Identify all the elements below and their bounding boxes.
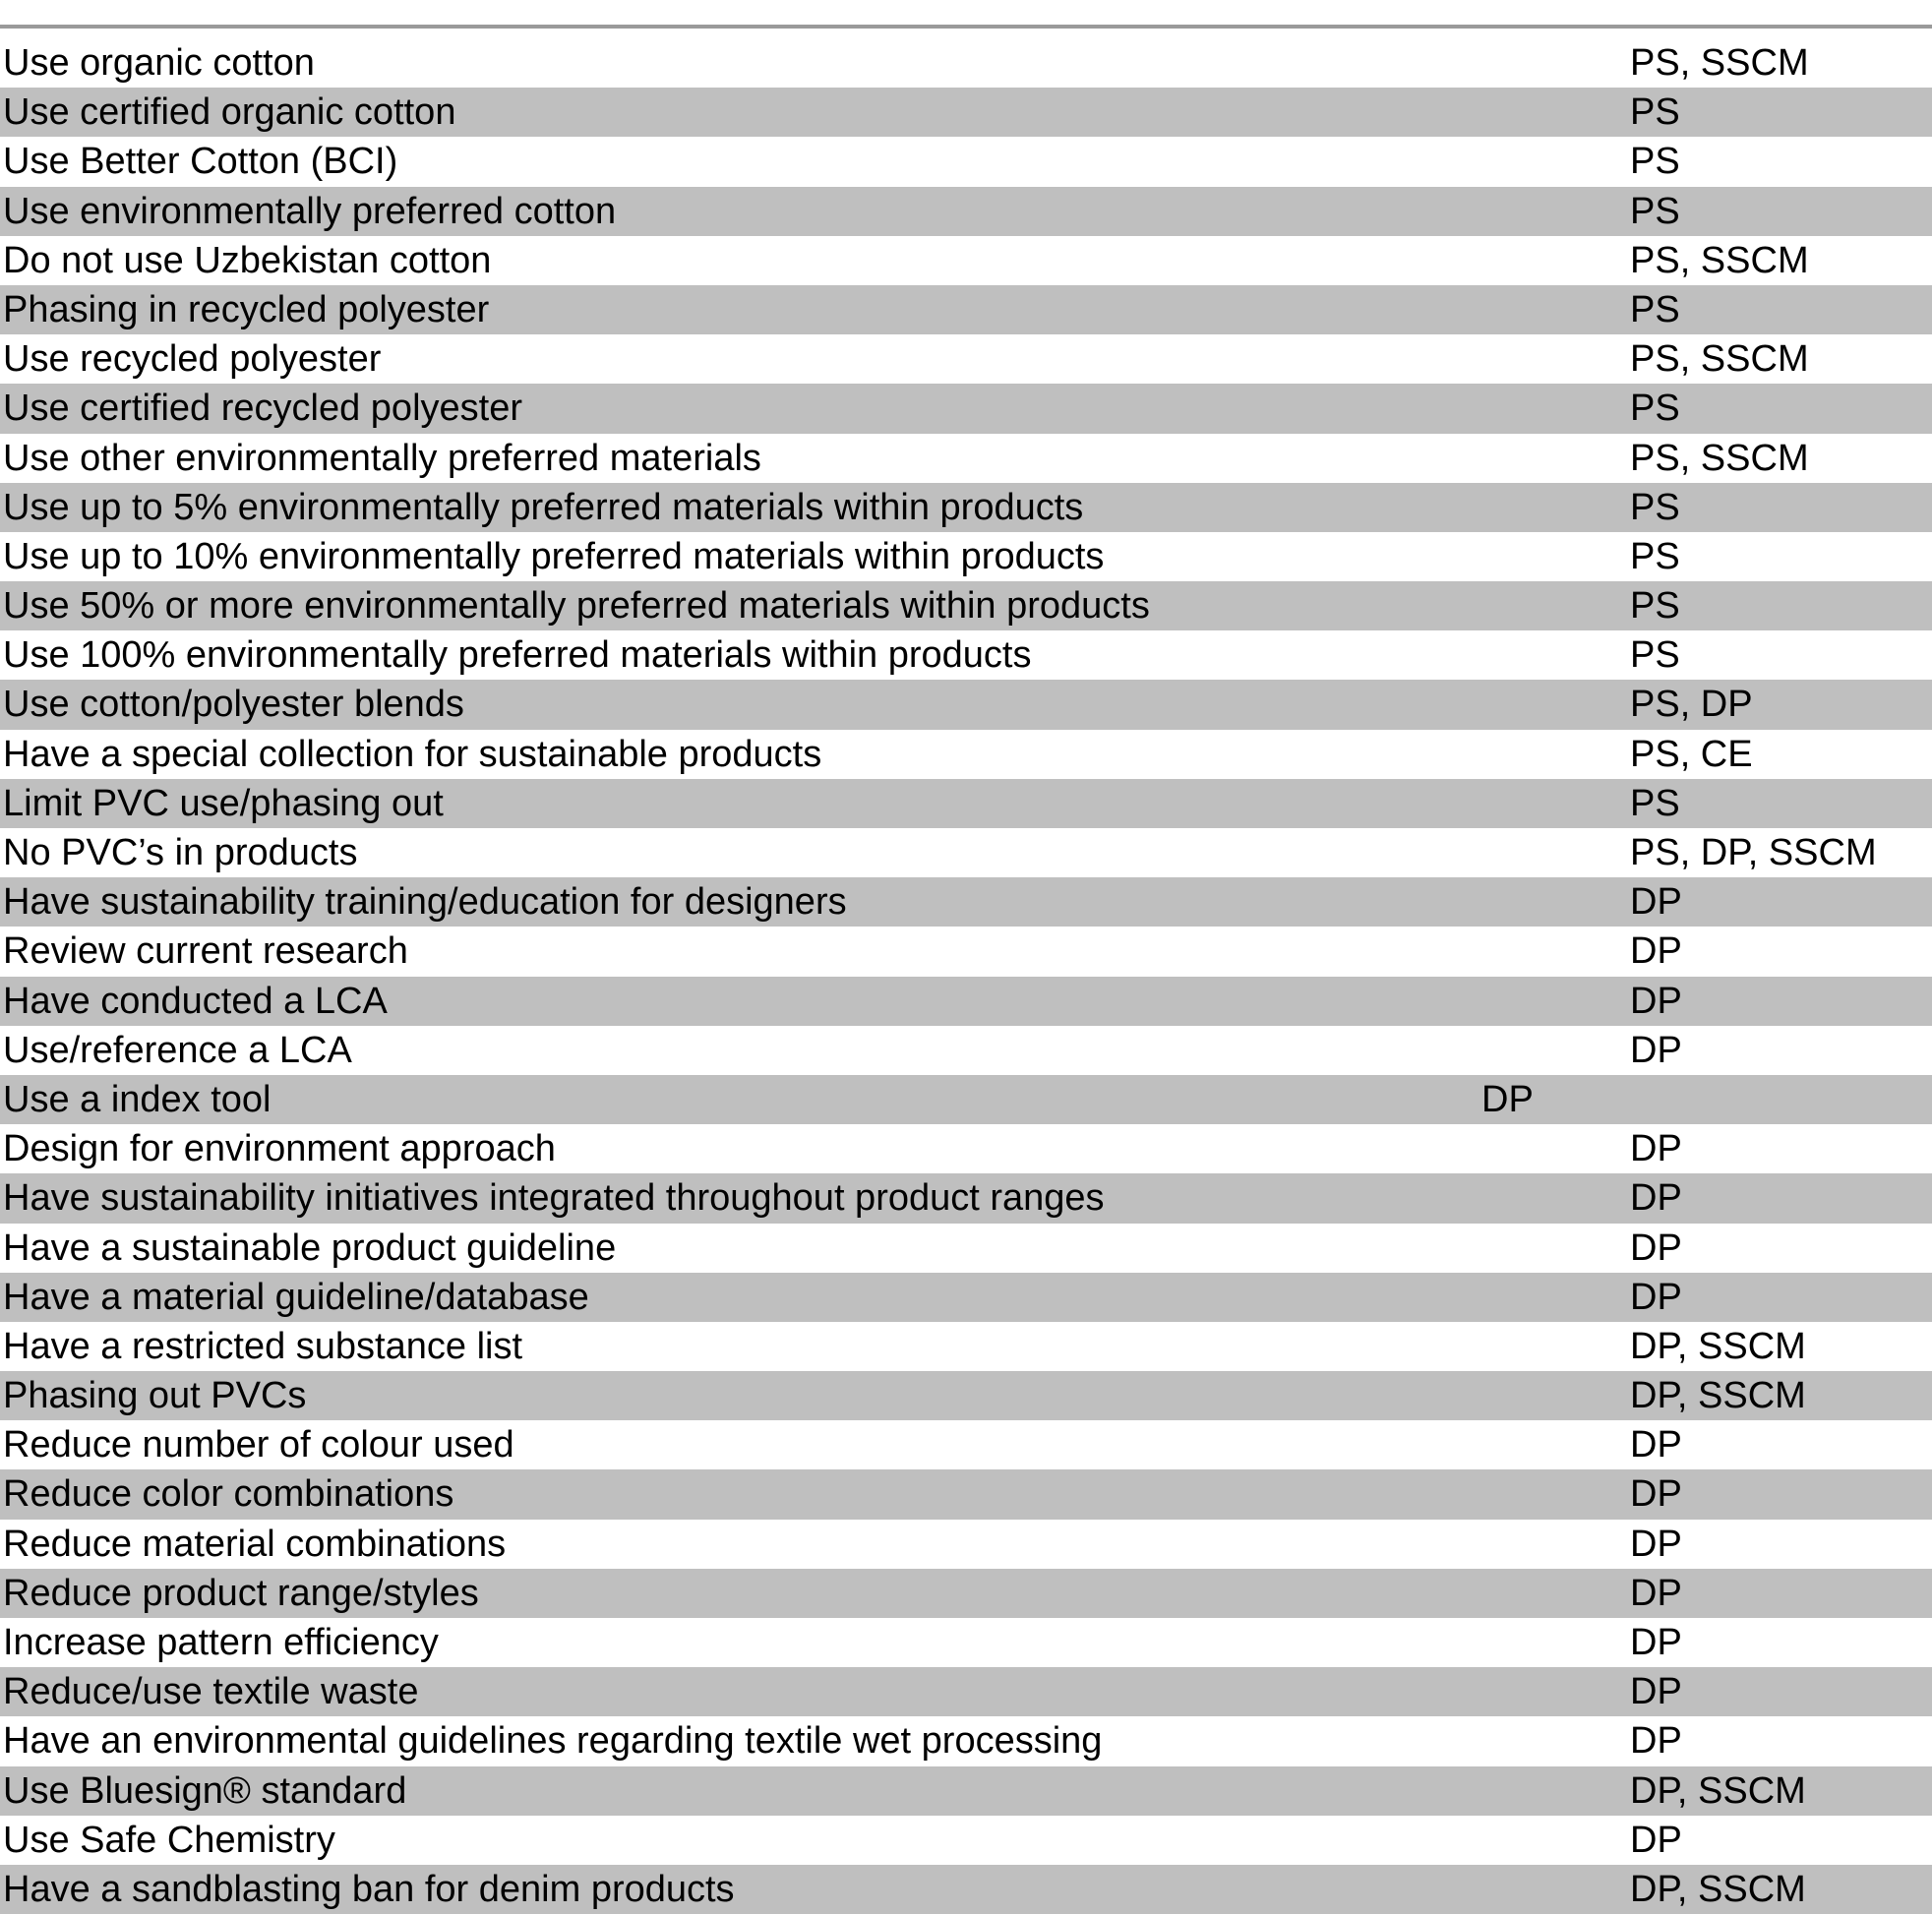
practice-cell: Limit PVC use/phasing out bbox=[3, 782, 444, 824]
category-code-cell: PS, CE bbox=[1630, 733, 1753, 775]
table-row bbox=[0, 1173, 1932, 1223]
category-code-cell: PS bbox=[1630, 190, 1680, 232]
category-code-cell: PS bbox=[1630, 91, 1680, 134]
table-row bbox=[0, 384, 1932, 433]
category-code-cell: PS bbox=[1630, 585, 1680, 628]
table-row bbox=[0, 1520, 1932, 1569]
table-row bbox=[0, 1273, 1932, 1322]
category-code-cell: DP bbox=[1630, 1572, 1682, 1614]
table-row bbox=[0, 1569, 1932, 1618]
practice-cell: Use certified recycled polyester bbox=[3, 388, 522, 430]
table-row bbox=[0, 1667, 1932, 1716]
practice-cell: Reduce product range/styles bbox=[3, 1572, 479, 1614]
practice-cell: Reduce color combinations bbox=[3, 1473, 454, 1516]
practice-cell: Use/reference a LCA bbox=[3, 1029, 352, 1071]
table-row bbox=[0, 1865, 1932, 1914]
table-row bbox=[0, 927, 1932, 976]
table-row bbox=[0, 88, 1932, 137]
table-row bbox=[0, 137, 1932, 186]
table-row bbox=[0, 1026, 1932, 1075]
category-code-cell: DP bbox=[1630, 930, 1682, 973]
table-row bbox=[0, 236, 1932, 285]
practice-cell: Use certified organic cotton bbox=[3, 91, 456, 134]
category-code-cell: DP bbox=[1630, 1276, 1682, 1318]
table-row bbox=[0, 532, 1932, 581]
table-row bbox=[0, 334, 1932, 384]
category-code-cell: PS bbox=[1630, 782, 1680, 824]
practice-cell: Use other environmentally preferred materials bbox=[3, 437, 761, 479]
category-code-cell: PS bbox=[1630, 634, 1680, 677]
category-code-cell: DP bbox=[1630, 1523, 1682, 1565]
category-code-cell: DP bbox=[1630, 1424, 1682, 1466]
practice-cell: Review current research bbox=[3, 930, 408, 973]
category-code-cell: PS bbox=[1630, 486, 1680, 528]
category-code-cell: PS, SSCM bbox=[1630, 338, 1809, 381]
practice-cell: Use up to 10% environmentally preferred materials within products bbox=[3, 535, 1105, 577]
practice-cell: Use 50% or more environmentally preferred materials within products bbox=[3, 585, 1150, 628]
table-row bbox=[0, 187, 1932, 236]
table-row bbox=[0, 38, 1932, 88]
practice-cell: Reduce number of colour used bbox=[3, 1424, 514, 1466]
table-row bbox=[0, 1224, 1932, 1273]
practice-cell: Design for environment approach bbox=[3, 1128, 556, 1170]
table-row bbox=[0, 779, 1932, 828]
practice-cell: Have a sandblasting ban for denim products bbox=[3, 1868, 735, 1910]
category-code-cell: DP bbox=[1630, 1029, 1682, 1071]
category-code-cell: PS bbox=[1630, 388, 1680, 430]
table-row bbox=[0, 828, 1932, 877]
practice-cell: No PVC’s in products bbox=[3, 832, 358, 873]
category-code-cell: DP bbox=[1630, 1819, 1682, 1861]
practice-cell: Reduce/use textile waste bbox=[3, 1671, 419, 1713]
table-row bbox=[0, 630, 1932, 680]
category-code-cell: PS bbox=[1630, 288, 1680, 330]
table-top-rule bbox=[0, 25, 1932, 29]
category-code-cell: DP bbox=[1630, 1671, 1682, 1713]
table-row bbox=[0, 581, 1932, 630]
category-code-cell: PS bbox=[1630, 535, 1680, 577]
practice-cell: Use 100% environmentally preferred materials within products bbox=[3, 634, 1032, 677]
table-row bbox=[0, 877, 1932, 927]
practices-table bbox=[0, 38, 1932, 1914]
practice-cell: Use up to 5% environmentally preferred materials within products bbox=[3, 486, 1084, 528]
table-row bbox=[0, 1816, 1932, 1865]
practice-cell: Have a sustainable product guideline bbox=[3, 1226, 617, 1269]
table-row bbox=[0, 1618, 1932, 1667]
category-code-cell: DP bbox=[1630, 980, 1682, 1022]
table-row bbox=[0, 680, 1932, 729]
practice-cell: Increase pattern efficiency bbox=[3, 1622, 439, 1663]
category-code-cell: DP bbox=[1630, 1226, 1682, 1269]
category-code-cell: DP bbox=[1630, 1177, 1682, 1220]
practice-cell: Phasing in recycled polyester bbox=[3, 288, 490, 330]
category-code-cell: PS bbox=[1630, 141, 1680, 183]
practice-cell: Use Better Cotton (BCI) bbox=[3, 141, 398, 183]
table-row bbox=[0, 1124, 1932, 1173]
table-row bbox=[0, 1716, 1932, 1765]
category-code-cell: DP bbox=[1630, 1622, 1682, 1663]
practice-cell: Use cotton/polyester blends bbox=[3, 684, 464, 726]
category-code-cell: DP, SSCM bbox=[1630, 1325, 1806, 1367]
practice-cell: Have sustainability initiatives integrated throughout product ranges bbox=[3, 1177, 1105, 1220]
practice-cell: Use Bluesign® standard bbox=[3, 1769, 407, 1812]
table-row bbox=[0, 285, 1932, 334]
table-row bbox=[0, 483, 1932, 532]
practice-cell: Use environmentally preferred cotton bbox=[3, 190, 617, 232]
category-code-cell: DP bbox=[1630, 1128, 1682, 1170]
category-code-cell: PS, SSCM bbox=[1630, 42, 1809, 84]
practice-cell: Use Safe Chemistry bbox=[3, 1819, 335, 1861]
category-code-cell: PS, DP bbox=[1630, 684, 1753, 726]
category-code-cell: PS, SSCM bbox=[1630, 239, 1809, 281]
category-code-cell: DP, SSCM bbox=[1630, 1769, 1806, 1812]
table-row bbox=[0, 1766, 1932, 1816]
practice-cell: Do not use Uzbekistan cotton bbox=[3, 239, 492, 281]
table-row bbox=[0, 1371, 1932, 1420]
table-row bbox=[0, 730, 1932, 779]
practice-cell: Use recycled polyester bbox=[3, 338, 382, 381]
table-row bbox=[0, 977, 1932, 1026]
table-row bbox=[0, 1469, 1932, 1519]
category-code-cell: DP bbox=[1630, 1720, 1682, 1763]
practice-cell: Have a restricted substance list bbox=[3, 1325, 523, 1367]
practice-cell: Phasing out PVCs bbox=[3, 1375, 307, 1417]
category-code-cell: DP bbox=[1630, 881, 1682, 924]
category-code-cell: DP, SSCM bbox=[1630, 1868, 1806, 1910]
category-code-cell: DP, SSCM bbox=[1630, 1375, 1806, 1417]
practice-cell: Have a special collection for sustainable products bbox=[3, 733, 822, 775]
practice-cell: Have sustainability training/education for designers bbox=[3, 881, 847, 924]
table-row bbox=[0, 1075, 1932, 1124]
practice-cell: Have conducted a LCA bbox=[3, 980, 388, 1022]
practice-cell: Have an environmental guidelines regarding textile wet processing bbox=[3, 1720, 1103, 1763]
practice-cell: Have a material guideline/database bbox=[3, 1276, 589, 1318]
category-code-cell: DP bbox=[1481, 1078, 1534, 1120]
category-code-cell: PS, DP, SSCM bbox=[1630, 832, 1877, 873]
category-code-cell: DP bbox=[1630, 1473, 1682, 1516]
category-code-cell: PS, SSCM bbox=[1630, 437, 1809, 479]
table-row bbox=[0, 434, 1932, 483]
table-row bbox=[0, 1420, 1932, 1469]
practice-cell: Reduce material combinations bbox=[3, 1523, 507, 1565]
practice-cell: Use organic cotton bbox=[3, 42, 315, 84]
practice-cell: Use a index tool bbox=[3, 1078, 272, 1120]
table-row bbox=[0, 1322, 1932, 1371]
